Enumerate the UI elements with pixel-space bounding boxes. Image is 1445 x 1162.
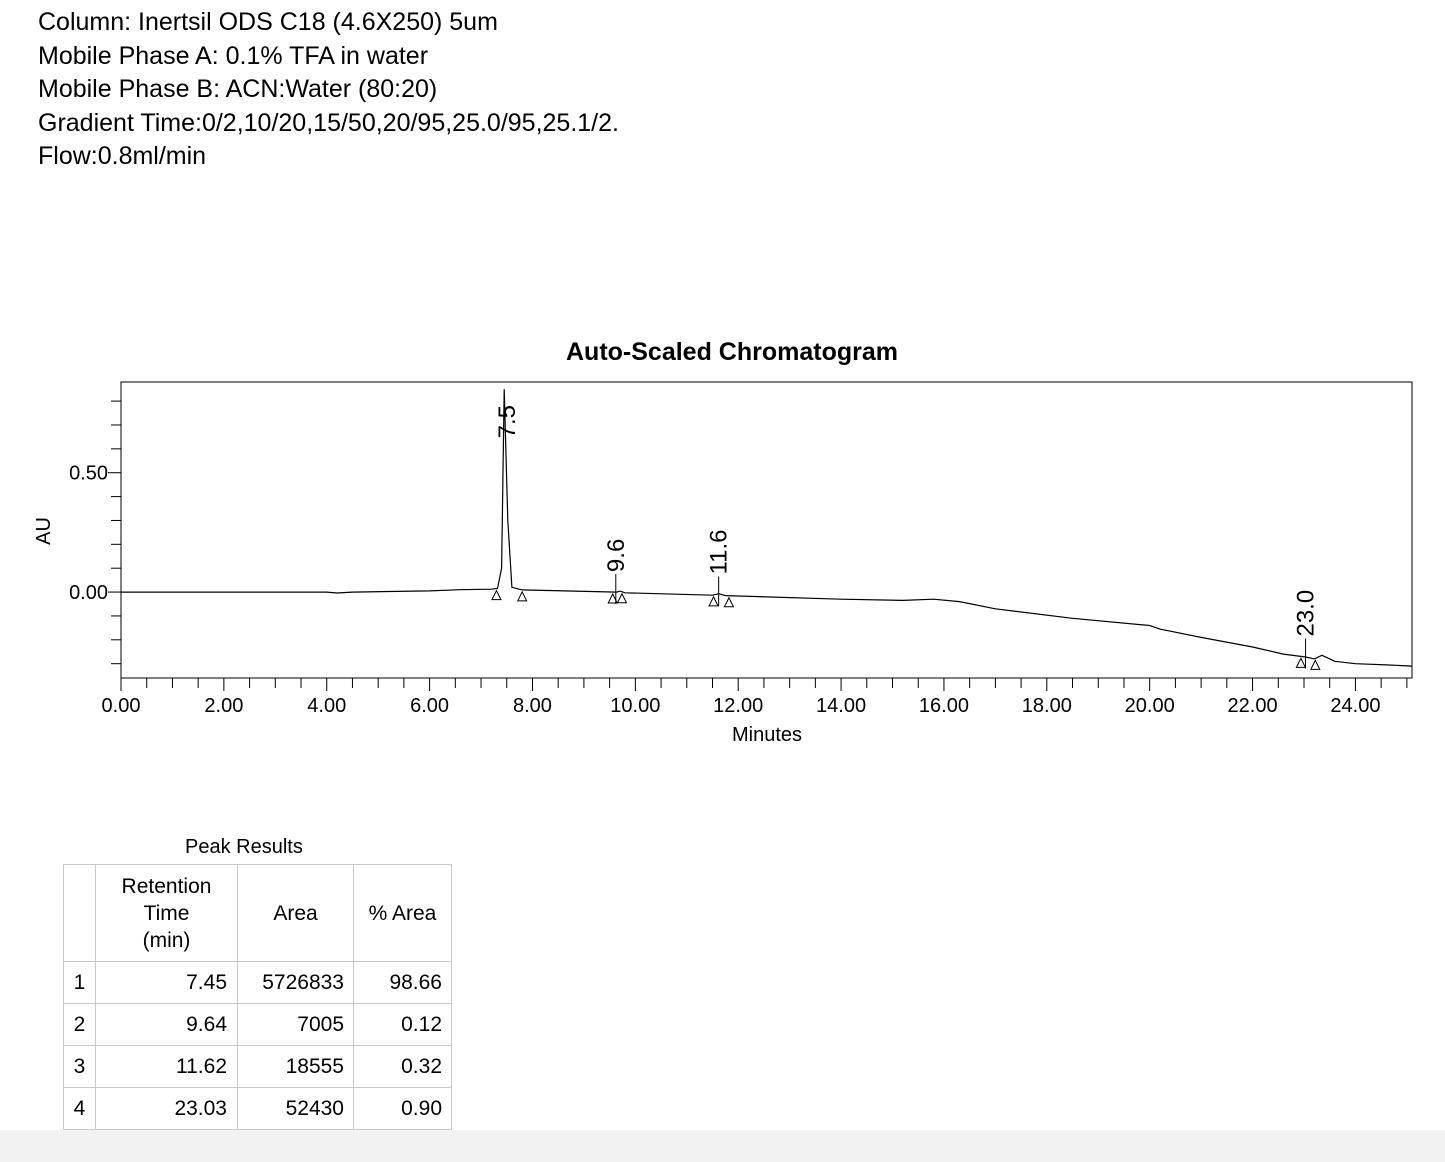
retention-time-header: [96, 865, 238, 962]
chromatogram-chart: [0, 320, 1445, 760]
pct-area-cell: 98.66: [354, 962, 452, 1004]
y-axis-ticks: [69, 401, 121, 664]
table-row: [64, 1046, 452, 1088]
x-tick-label: 16.00: [918, 695, 969, 717]
plot-frame: [121, 382, 1412, 678]
x-tick-label: 24.00: [1330, 695, 1381, 717]
table-row: [64, 962, 452, 1004]
gradient-line: Gradient Time:0/2,10/20,15/50,20/95,25.0/95,25.1/2.: [38, 108, 619, 137]
pct-area-header: % Area: [354, 865, 452, 962]
peak-boundary-marker: [518, 592, 527, 601]
area-cell: 18555: [238, 1046, 354, 1088]
rt-header-line: (min): [142, 928, 191, 952]
y-tick-label: 0.00: [69, 582, 108, 605]
peak-label: 7.5: [493, 405, 521, 439]
x-tick-label: 12.00: [713, 695, 764, 717]
peak-results-table: [63, 864, 452, 1130]
flow-line: Flow:0.8ml/min: [38, 142, 207, 170]
retention-time-cell: 7.45: [96, 962, 238, 1004]
y-tick-label: 0.50: [69, 462, 108, 485]
x-tick-label: 8.00: [513, 695, 552, 717]
pct-area-cell: 0.32: [354, 1046, 452, 1088]
row-index: 4: [64, 1088, 96, 1130]
x-tick-label: 22.00: [1227, 695, 1278, 717]
peak-results-caption-wrap: [64, 836, 434, 859]
retention-time-cell: 11.62: [96, 1046, 238, 1088]
y-axis-label: AU: [33, 517, 55, 545]
x-axis-ticks: [102, 678, 1407, 717]
mobile-phase-a-line: Mobile Phase A: 0.1% TFA in water: [38, 41, 429, 70]
x-tick-label: 14.00: [816, 695, 867, 717]
trace-layer: [121, 389, 1412, 666]
pct-area-cell: 0.12: [354, 1004, 452, 1046]
mobile-phase-b-line: Mobile Phase B: ACN:Water (80:20): [38, 75, 438, 103]
index-header: [64, 865, 96, 962]
area-header: Area: [238, 865, 354, 962]
chromatogram-trace: [121, 389, 1412, 666]
x-tick-label: 6.00: [410, 695, 450, 717]
x-tick-label: 18.00: [1021, 695, 1072, 717]
row-index: 1: [64, 962, 96, 1004]
x-tick-label: 20.00: [1124, 695, 1175, 717]
table-row: [64, 1004, 452, 1046]
peak-boundary-marker: [617, 594, 626, 603]
peak-boundary-marker: [724, 598, 733, 607]
retention-time-cell: 9.64: [96, 1004, 238, 1046]
peak-boundary-marker: [492, 591, 501, 600]
x-tick-label: 0.00: [101, 695, 141, 717]
area-cell: 5726833: [238, 962, 354, 1004]
x-axis-label: Minutes: [731, 724, 803, 746]
pct-area-cell: 0.90: [354, 1088, 452, 1130]
peak-boundary-marker: [709, 597, 718, 606]
row-index: 3: [64, 1046, 96, 1088]
column-line: Column: Inertsil ODS C18 (4.6X250) 5um: [38, 8, 498, 36]
rt-header-line: Time: [143, 901, 190, 925]
peak-label: 23.0: [1292, 589, 1320, 637]
area-cell: 7005: [238, 1004, 354, 1046]
method-info: [38, 6, 619, 174]
table-row: [64, 1088, 452, 1130]
peak-boundary-marker: [1296, 658, 1305, 667]
row-index: 2: [64, 1004, 96, 1046]
peak-label: 11.6: [705, 529, 733, 575]
rt-header-line: Retention: [121, 874, 212, 898]
x-tick-label: 4.00: [307, 695, 347, 717]
x-tick-label: 10.00: [610, 695, 661, 717]
peak-boundary-marker: [1311, 660, 1320, 669]
x-tick-label: 2.00: [204, 695, 244, 717]
area-cell: 52430: [238, 1088, 354, 1130]
chart-title: Auto-Scaled Chromatogram: [566, 338, 898, 366]
peak-label: 9.6: [602, 538, 630, 573]
retention-time-cell: 23.03: [96, 1088, 238, 1130]
peak-markers: [492, 405, 1320, 669]
footer-band: [0, 1130, 1445, 1162]
peak-results-caption: Peak Results: [185, 836, 303, 858]
table-header-row: [64, 865, 452, 962]
